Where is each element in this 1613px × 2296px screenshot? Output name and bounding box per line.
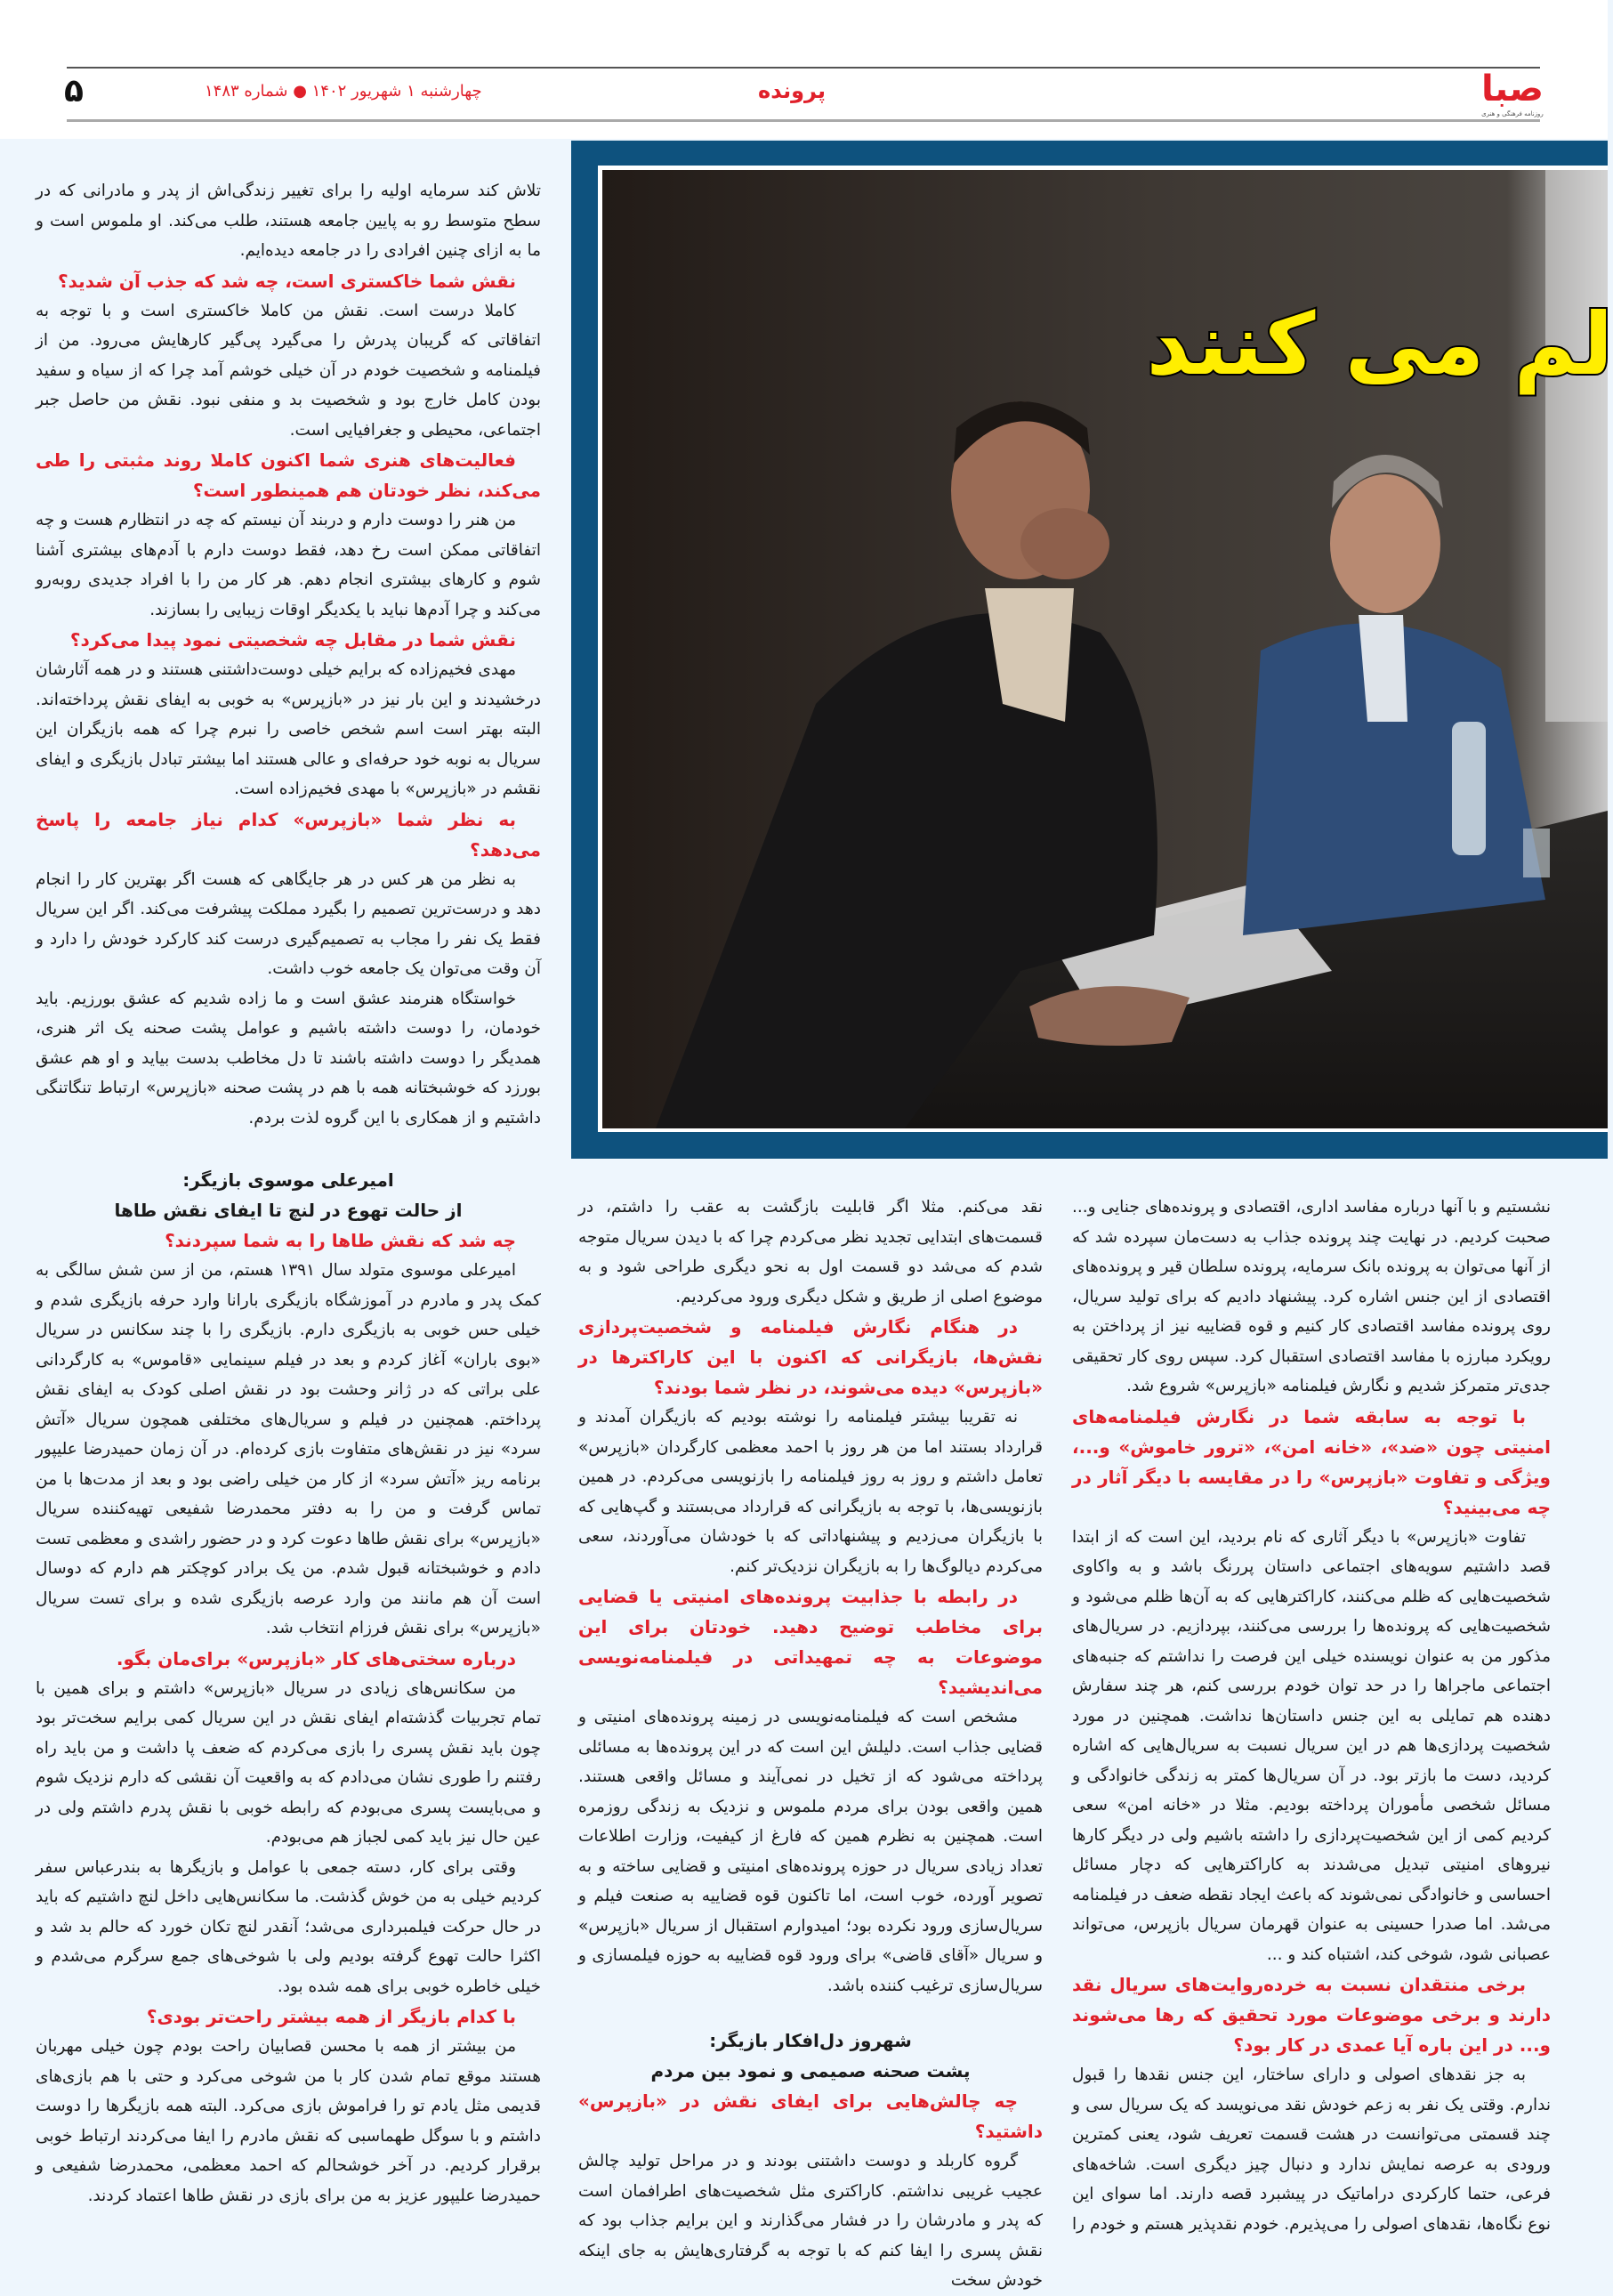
column-left-bottom [36, 1165, 541, 2211]
body-paragraph: من بیشتر از همه با محسن قصابیان راحت بودم چون خیلی مهربان هستند موقع تمام شدن کار با من شوخی می‌کرد و حتی با هم بازی‌های قدیمی مثل یادم تو را فراموش بازی می‌کرد. البته همه بازیگرها را دوست داشتم و با سوگل طهماسبی که نقش مادرم را ایفا می‌کردند ارتباط خوبی برقرار کردیم. در آخر خوشحالم که احمد معظمی، محمدرضا شفیعی و حمیدرضا علیپور عزیز به من برای بازی در نقش طاها اعتماد کردند. [36, 2037, 541, 2205]
newspaper-logo [1481, 69, 1544, 118]
interview-question: در رابطه با جذابیت پرونده‌های امنیتی یا قضایی برای مخاطب توضیح دهید. خودتان برای این موضوعات به چه تمهیداتی در فیلمنامه‌نویسی می‌اندیشید؟ [578, 1586, 1043, 1698]
page-header [0, 0, 1608, 139]
interview-question: درباره سختی‌های کار «بازپرس» برای‌مان بگو. [116, 1647, 516, 1669]
interview-question: نقش شما در مقابل چه شخصیتی نمود پیدا می‌کرد؟ [69, 629, 516, 651]
dateline: چهارشنبه ۱ شهریور ۱۴۰۲ ● شماره ۱۴۸۳ [205, 82, 482, 101]
logo-name: صبا [1481, 69, 1544, 109]
column-left [36, 176, 541, 2259]
body-paragraph: من سکانس‌های زیادی در سریال «بازپرس» داشتم و برای همین با تمام تجربیات گذشته‌ام ایفای نقش در این سریال کمی برایم سخت‌تر بود چون باید نقش پسری را بازی می‌کردم که ضعف پا داشت و من باید راه رفتنم را طوری نشان می‌دادم که به واقعیت آن نقشی که دارم نزدیک شوم و می‌بایست پسری می‌بودم که رابطه خوبی با نقش پدرم داشتم ولی در عین حال نیز باید کمی لجباز هم می‌بودم. [36, 1678, 541, 1847]
header-bottom-rule [67, 119, 1540, 122]
body-paragraph: مهدی فخیم‌زاده که برایم خیلی دوست‌داشتنی هستند و در همه آثارشان درخشیدند و این بار نیز در «بازپرس» به خوبی به ایفای نقش پرداخته‌اند. البته بهتر است اسم شخص خاصی را نبرم چرا که همه بازیگران این سریال به نوبه خود حرفه‌ای و عالی هستند اما بیشتر تبادل بازیگری و ایفای نقشم در «بازپرس» با مهدی فخیم‌زاده است. [36, 660, 541, 798]
body-paragraph: گروه کاربلد و دوست داشتنی بودند و در مراحل تولید چالش عجیب غریبی نداشتم. کاراکتری مثل شخصیت‌های اطرافمان است که پدر و مادرشان را در فشار می‌گذارند و این برایم جذاب بود که نقش پسری را ایفا کنم که با توجه به گرفتاری‌هایش به جای اینکه خودش سخت [578, 2152, 1043, 2290]
body-paragraph: وقتی برای کار، دسته جمعی با عوامل و بازیگرها به بندرعباس سفر کردیم خیلی به من خوش گذشت. ما سکانس‌هایی داخل لنچ داشتیم که باید در حال حرکت فیلمبرداری می‌شد؛ آنقدر لنچ تکان خورد که حالم بد شد و اکثرا حالت تهوع گرفته بودیم ولی با شوخی‌های جمع سرگرم می‌شدم و خیلی خاطره خوبی برای همه شده بود. [36, 1857, 541, 1996]
header-top-rule [67, 67, 1540, 69]
interview-question: فعالیت‌های هنری شما اکنون کاملا روند مثبتی را طی می‌کند، نظر خودتان هم همینطور است؟ [36, 449, 541, 501]
column-left-top [36, 176, 541, 1133]
subsection-heading: شهروز دل‌افکار بازیگر: [709, 2030, 912, 2051]
body-paragraph: من هنر را دوست دارم و دربند آن نیستم که چه در انتظارم هست و چه اتفاقاتی ممکن است رخ دهد، فقط دوست دارم با آدم‌های بیشتری آشنا شوم و کارهای بیشتری انجام دهم. هر کار من را با افراد جدیدی روبه‌رو می‌کند و چرا آدم‌ها نباید با یکدیگر اوقات زیبایی را بسازند. [36, 511, 541, 619]
column-right [1072, 1192, 1551, 2252]
subsection-heading: امیرعلی موسوی بازیگر: [182, 1169, 394, 1191]
logo-tagline: روزنامه فرهنگی و هنری [1481, 110, 1544, 117]
interview-question: برخی منتقدان نسبت به خرده‌روایت‌های سریال نقد دارند و برخی موضوعات مورد تحقیق که رها می‌شوند و... در این باره آیا عمدی در کار بود؟ [1072, 1974, 1551, 2056]
column-middle [578, 1192, 1043, 2290]
interview-question: با کدام بازیگر از همه بیشتر راحت‌تر بودی؟ [146, 2006, 516, 2027]
subsection-heading: پشت صحنه صمیمی و نمود بین مردم [650, 2060, 971, 2082]
photo-border [598, 166, 1613, 1132]
body-paragraph: امیرعلی موسوی متولد سال ۱۳۹۱ هستم، من از سن شش سالگی به کمک پدر و مادرم در آموزشگاه بازیگری بارانا وارد حرفه بازیگری شدم و خیلی حس خوبی به بازیگری دارم. بازیگری را با چند سکانس در سریال «بوی باران» آغاز کردم و بعد در فیلم سینمایی «قاموس» به کارگردانی علی براتی که در ژانر وحشت بود در نقش اصلی کودک به ایفای نقش پرداختم. همچنین در فیلم و سریال‌های مختلفی همچون سریال «آتش سرد» نیز در نقش‌های متفاوت بازی کرده‌ام. در آن زمان حمیدرضا علیپور برنامه ریز «آتش سرد» از کار من خیلی راضی بود و بعد از مدت‌ها با من تماس گرفت و من را به دفتر محمدرضا شفیعی تهیه‌کننده سریال «بازپرس» برای نقش طاها دعوت کرد و در حضور راشدی و معظمی تست دادم و خوشبختانه قبول شدم. من یک برادر کوچکتر هم دارم که دوسال است آن هم مانند من وارد عرصه بازیگری شده و برای تست سریال «بازپرس» برای نقش فرزام انتخاب شد. [36, 1261, 541, 1637]
body-paragraph: نشستیم و با آنها درباره مفاسد اداری، اقتصادی و پرونده‌های جنایی و... صحبت کردیم. در نهایت چند پرونده جذاب به دست‌مان سپرده شد که از آنها می‌توان به پرونده بانک سرمایه، پرونده سلطان قیر و پرونده‌های اقتصادی از این جنس اشاره کرد. پیشنهاد دادیم که برای تولید سریال، روی پرونده مفاسد اقتصادی کار کنیم و قوه قضاییه نیز از پرداختن به رویکرد مبارزه با مفاسد اقتصادی استقبال کرد. سپس روی کار تحقیقی جدی‌تر متمرکز شدیم و نگارش فیلمنامه «بازپرس» شروع شد. [1072, 1198, 1551, 1395]
body-paragraph: نقد می‌کنم. مثلا اگر قابلیت بازگشت به عقب را داشتم، در قسمت‌های ابتدایی تجدید نظر می‌کردم چرا که با دیدن سریال متوجه شدم که می‌شد دو قسمت اول به نحو دیگری طراحی شود و به موضوع اصلی از طریق و شکل دیگری ورود می‌کردیم. [578, 1198, 1043, 1306]
body-paragraph: تلاش کند سرمایه اولیه را برای تغییر زندگی‌اش از پدر و مادرانی که در سطح متوسط رو به پایین جامعه هستند، طلب می‌کند. او ملموس است و ما به ازای چنین افرادی را در جامعه دیده‌ایم. [36, 182, 541, 260]
body-paragraph: کاملا درست است. نقش من کاملا خاکستری است و با توجه به اتفاقاتی که گریبان پدرش را می‌گیرد پی‌گیر کارهایش می‌رود. من از فیلمنامه و شخصیت خودم در آن خیلی خوشم آمد چرا که از سیاه و سفید بودن کامل خارج بود و شخصیت بد و منفی نبود. نقش من حاصل جبر اجتماعی، محیطی و جغرافیایی است. [36, 301, 541, 440]
interview-question: چه چالش‌هایی برای ایفای نقش در «بازپرس» داشتید؟ [578, 2090, 1043, 2142]
interview-question: با توجه به سابقه شما در نگارش فیلمنامه‌های امنیتی چون «ضد»، «خانه امن»، «ترور خاموش» و...، ویژگی و تفاوت «بازپرس» را در مقایسه با دیگر آثار در چه می‌بینید؟ [1072, 1405, 1551, 1518]
article-photo [602, 170, 1613, 1128]
interview-question: نقش شما خاکستری است، چه شد که جذب آن شدید؟ [58, 270, 516, 292]
body-paragraph: مشخص است که فیلمنامه‌نویسی در زمینه پرونده‌های امنیتی و قضایی جذاب است. دلیلش این است که در این پرونده‌ها به مسائلی پرداخته می‌شود که از تخیل در نمی‌آیند و مسائل واقعی هستند. همین واقعی بودن برای مردم ملموس و نزدیک به زندگی روزمره است. همچنین به نظرم همین که فارغ از کیفیت، وزارت اطلاعات تعداد زیادی سریال در حوزه پرونده‌های امنیتی و قضایی ساخته و به تصویر آورده، خوب است، اما تاکنون قوه قضاییه به صنعت فیلم و سریال‌سازی ورود نکرده بود؛ امیدوارم استقبال از سریال «بازپرس» و سریال «آقای قاضی» برای ورود قوه قضاییه به حوزه فیلمسازی و سریال‌سازی ترغیب کننده باشد. [578, 1708, 1043, 1995]
interview-question: چه شد که نقش طاها را به شما سپردند؟ [165, 1230, 516, 1251]
interview-question: در هنگام نگارش فیلمنامه و شخصیت‌پردازی نقش‌ها، بازیگرانی که اکنون با این کاراکترها در «بازپرس» دیده می‌شوند، در نظر شما بودند؟ [578, 1316, 1043, 1398]
body-paragraph: تفاوت «بازپرس» با دیگر آثاری که نام بردید، این است که از ابتدا قصد داشتیم سویه‌های اجتماعی داستان پررنگ باشد و به واکاوی شخصیت‌هایی که ظلم می‌کنند، کاراکترهایی که به آن‌ها ظلم می‌شود و شخصیت‌هایی که پرونده‌ها را بررسی می‌کنند، بپردازیم. در سریال‌های مذکور من به عنوان نویسنده خیلی این فرصت را نداشتم که جنبه‌های اجتماعی ماجراها را در حد توان خودم بررسی کنم، هر چند سفارش دهنده هم تمایلی به این جنس داستان‌ها نداشت. همچنین در مورد شخصیت پردازی‌ها هم در این سریال نسبت به سریال‌هایی که اشاره کردید، دست ما بازتر بود. در آن سریال‌ها کمتر به زندگی خانوادگی و مسائل شخصی مأموران پرداخته بودیم. مثلا در «خانه امن» سعی کردیم کمی از این شخصیت‌پردازی را داشته باشیم ولی در دیگر کارها نیروهای امنیتی تبدیل می‌شدند به کاراکترهایی که دچار مسائل احساسی و خانوادگی نمی‌شوند که باعث ایجاد نقطه ضعف در فیلمنامه می‌شد. اما صدرا حسینی به عنوان قهرمان سریال بازپرس، می‌تواند عصبانی شود، شوخی کند، اشتباه کند و ... [1072, 1527, 1551, 1964]
body-paragraph: خواستگاه هنرمند عشق است و ما زاده شدیم که عشق بورزیم. باید خودمان، را دوست داشته باشیم و عوامل پشت صحنه یک اثر هنری، همدیگر را دوست داشته باشند تا دل مخاطب بدست بیاید و او هم عشق بورزد که خوشبختانه همه با هم در پشت صحنه «بازپرس» ارتباط تنگاتنگی داشتیم و از همکاری با این گروه لذت بردم. [36, 989, 541, 1128]
subsection-heading: از حالت تهوع در لنچ تا ایفای نقش طاها [114, 1200, 463, 1221]
interview-question: به نظر شما «بازپرس» کدام نیاز جامعه را پاسخ می‌دهد؟ [36, 808, 541, 861]
section-title: پرونده [758, 78, 826, 103]
body-paragraph: به جز نقدهای اصولی و دارای ساختار، این جنس نقدها را قبول ندارم. وقتی یک نفر به زعم خودش نقد می‌نویسد که یک سریال سی و چند قسمتی می‌توانست در هشت قسمت تعریف شود، یعنی کمترین ورودی به عرصه نمایش ندارد و دنبال چیز دیگری است. شاخه‌های فرعی، حتما کارکردی دراماتیک در پیشبرد قصه دارند. اما سوای این نوع نگاه‌ها، نقدهای اصولی را می‌پذیرم. خودم نقدپذیر هستم و خودم را [1072, 2066, 1551, 2234]
body-paragraph: به نظر من هر کس در هر جایگاهی که هست اگر بهترین کار را انجام دهد و درست‌ترین تصمیم را بگیرد مملکت پیشرفت می‌کند. اگر این سریال فقط یک نفر را مجاب به تصمیم‌گیری درست کند کارکرد خودش را دارد و آن وقت می‌توان یک جامعه خوب داشت. [36, 869, 541, 978]
photo-headline: لم می کنند [1146, 295, 1613, 394]
page-number: ۵ [64, 73, 84, 109]
body-paragraph: نه تقریبا بیشتر فیلمنامه را نوشته بودیم که بازیگران آمدند و قرارداد بستند اما من هر روز با احمد معظمی کارگردان «بازپرس» تعامل داشتم و روز به روز فیلمنامه را بازنویسی می‌کردم. در همین بازنویسی‌ها، با توجه به بازیگرانی که قرارداد می‌بستند و گپ‌هایی که با بازیگران می‌زدیم و پیشنهاداتی که با خودشان می‌آوردند، سعی می‌کردم دیالوگ‌ها را به بازیگران نزدیک‌تر کنم. [578, 1408, 1043, 1576]
